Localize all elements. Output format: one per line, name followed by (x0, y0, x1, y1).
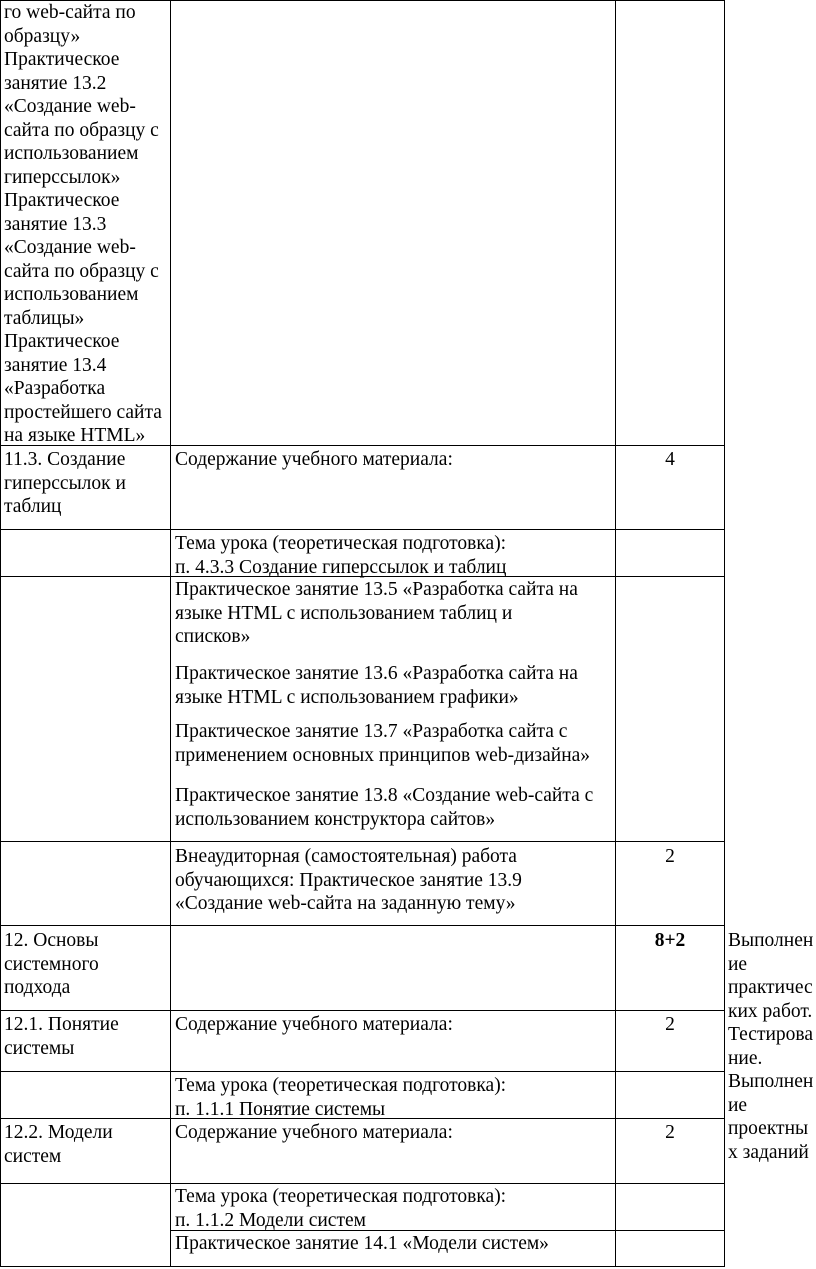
content-label: Содержание учебного материала: (175, 449, 453, 470)
lesson-theory: Тема урока (теоретическая подготовка): п. 1.1.1 Понятие системы (175, 1075, 507, 1120)
table-border-bottom (0, 1266, 725, 1267)
table-border-col2 (170, 0, 171, 1267)
table-border-left (0, 0, 1, 1267)
lesson-theory: Тема урока (теоретическая подготовка): п. 4.3.3 Создание гиперссылок и таблиц (175, 533, 507, 578)
hours-cell-total: 8+2 (654, 930, 686, 951)
content-label: Содержание учебного материала: (175, 1014, 453, 1035)
row-divider (0, 925, 725, 926)
topic-cell-11-3: 11.3. Создание гиперссылок и таблиц (4, 449, 126, 517)
row-divider (0, 1071, 725, 1072)
practice-item: Практическое занятие 13.6 «Разработка сайта на языке HTML с использованием графики» (175, 663, 578, 708)
hours-cell: 2 (665, 1014, 675, 1035)
row-divider (0, 841, 725, 842)
hours-cell: 2 (665, 846, 675, 867)
practice-item: Практическое занятие 13.8 «Создание web-сайта с использованием конструктора сайтов» (175, 785, 594, 830)
practice-item: Практическое занятие 13.5 «Разработка сайта на языке HTML с использованием таблиц и списков» (175, 579, 578, 647)
hours-cell: 4 (665, 449, 675, 470)
topic-cell-12: 12. Основы системного подхода (4, 930, 99, 998)
practice-item: Практическое занятие 14.1 «Модели систем» (175, 1233, 549, 1254)
table-border-col3 (615, 0, 616, 1267)
row-divider (0, 529, 725, 530)
control-forms: Выполнен ие практичес ких работ. Тестирова ние. Выполнен ие проектны х заданий (728, 930, 814, 1163)
table-border-col4 (724, 0, 725, 1267)
topic-cell-continuation: го web-сайта по образцу» Практическое занятие 13.2 «Создание web- сайта по образцу с использованием гиперссылок» Практическое занятие 13.3 «Создание web- сайта по образцу с использованием таблицы» Практическое занятие 13.4 «Разработка простейшего сайта на языке HTML» (4, 2, 162, 446)
practice-item: Практическое занятие 13.7 «Разработка сайта с применением основных принципов web-дизайна» (175, 721, 591, 766)
lesson-theory: Тема урока (теоретическая подготовка): п. 1.1.2 Модели систем (175, 1186, 507, 1231)
row-divider (0, 1183, 725, 1184)
hours-cell: 2 (665, 1122, 675, 1143)
independent-work: Внеаудиторная (самостоятельная) работа обучающихся: Практическое занятие 13.9 «Создание web-сайта на заданную тему» (175, 846, 522, 914)
topic-cell-12-1: 12.1. Понятие системы (4, 1014, 119, 1059)
row-divider (0, 1010, 725, 1011)
topic-cell-12-2: 12.2. Модели систем (4, 1122, 113, 1167)
content-label: Содержание учебного материала: (175, 1122, 453, 1143)
